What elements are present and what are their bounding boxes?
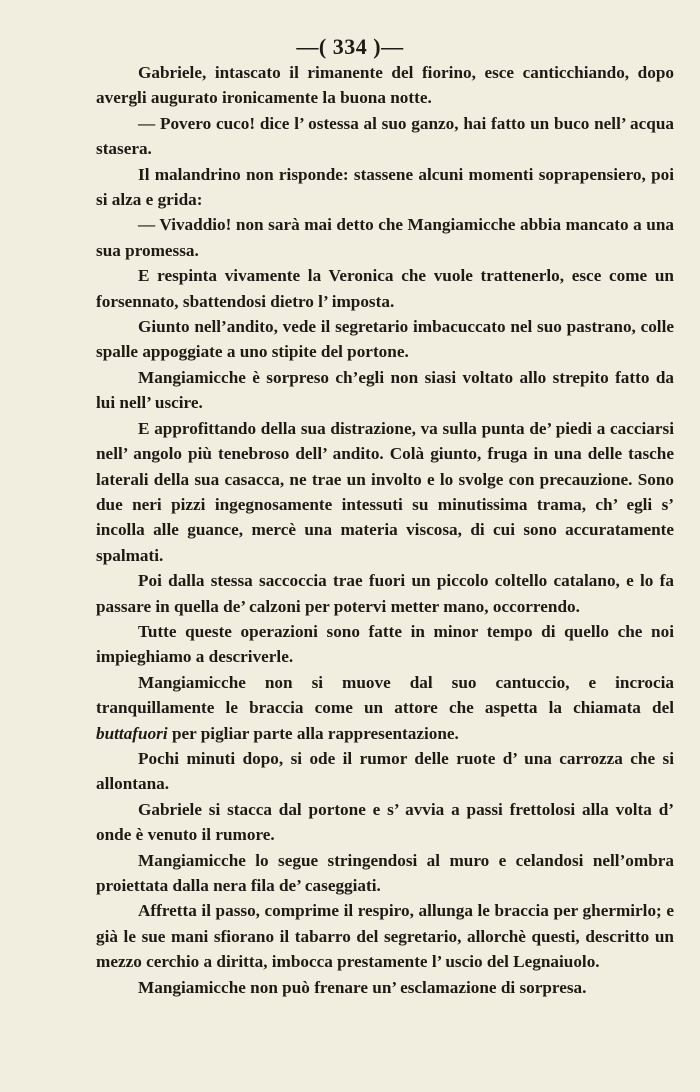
paragraph: Giunto nell’andito, vede il segretario imbacuccato nel suo pastrano, colle spalle appoggiate a uno stipite del portone. xyxy=(96,317,674,362)
paragraph: E approfittando della sua distrazione, va sulla punta de’ piedi a cacciarsi nell’ angolo più tenebroso dell’ andito. Colà giunto, fruga in una delle tasche laterali della sua casacca, ne trae un involto e lo svolge con precauzione. Sono due neri pizzi ingegnosamente intessuti su minutissima trama, ch’ egli s’ incolla alle guance, mercè una materia viscosa, di cui sono accuratamente spalmati. xyxy=(96,418,674,565)
paragraph: Il malandrino non risponde: stassene alcuni momenti soprapensiero, poi si alza e grida: xyxy=(96,164,674,210)
paragraph: Mangiamicche lo segue stringendosi al muro e celandosi nell’ombra proiettata dalla nera fila de’ caseggiati. xyxy=(96,850,674,895)
paragraph: E respinta vivamente la Veronica che vuole trattenerlo, esce come un forsennato, sbattendosi dietro l’ imposta. xyxy=(96,266,674,311)
body-text xyxy=(96,60,674,1000)
paragraph: Gabriele si stacca dal portone e s’ avvia a passi frettolosi alla volta d’ onde è venuto il rumore. xyxy=(96,799,674,845)
italic-term: buttafuori xyxy=(96,723,168,743)
paragraph: — Vivaddio! non sarà mai detto che Mangiamicche abbia mancato a una sua promessa. xyxy=(96,215,674,260)
paragraph: Pochi minuti dopo, si ode il rumor delle ruote d’ una carrozza che si allontana. xyxy=(96,748,674,794)
paragraph: Gabriele, intascato il rimanente del fiorino, esce canticchiando, dopo avergli augurato ironicamente la buona notte. xyxy=(96,63,674,108)
paragraph: — Povero cuco! dice l’ ostessa al suo ganzo, hai fatto un buco nell’ acqua stasera. xyxy=(96,113,674,159)
paragraph: Mangiamicche è sorpreso ch’egli non siasi voltato allo strepito fatto da lui nell’ uscire. xyxy=(96,367,674,413)
paragraph: Mangiamicche non può frenare un’ esclamazione di sorpresa. xyxy=(138,977,587,997)
paragraph: Affretta il passo, comprime il respiro, allunga le braccia per ghermirlo; e già le sue mani sfiorano il tabarro del segretario, allorchè questi, descritto un mezzo cerchio a diritta, imbocca prestamente l’ uscio del Legnaiuolo. xyxy=(96,901,674,972)
paragraph: Tutte queste operazioni sono fatte in minor tempo di quello che noi impieghiamo a descriverle. xyxy=(96,621,674,667)
page-number: —( 334 )— xyxy=(296,34,404,59)
paragraph-text: per pigliar parte alla rappresentazione. xyxy=(167,723,459,743)
paragraph xyxy=(96,670,674,746)
paragraph: Poi dalla stessa saccoccia trae fuori un piccolo coltello catalano, e lo fa passare in quella de’ calzoni per potervi metter mano, occorrendo. xyxy=(96,571,674,616)
paragraph-text: Mangiamicche non si muove dal suo cantuccio, e incrocia tranquillamente le braccia come un attore che aspetta la chiamata del xyxy=(96,672,674,718)
